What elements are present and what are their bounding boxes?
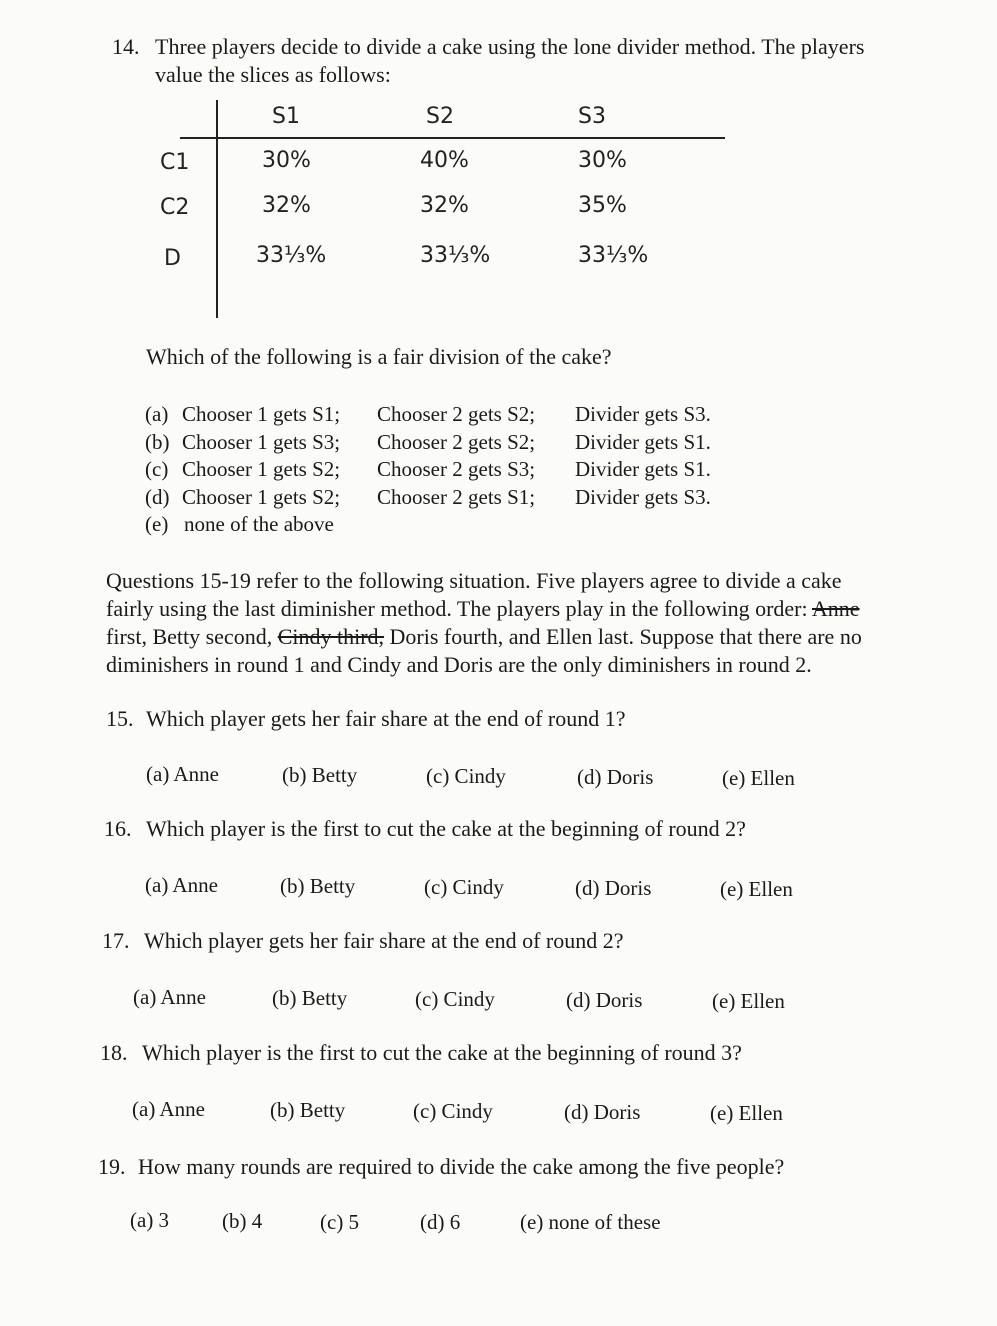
- q19-option-d[interactable]: (d) 6: [420, 1210, 461, 1234]
- cell-c2-s1: 32%: [262, 193, 311, 218]
- q17-text: Which player gets her fair share at the end of round 2?: [144, 928, 624, 953]
- q14-option-d-d: Divider gets S3.: [575, 485, 711, 509]
- intro-line2-text: fairly using the last diminisher method. The players play in the following order:: [106, 596, 808, 621]
- intro-line3: [106, 624, 862, 650]
- intro-line4: diminishers in round 1 and Cindy and Doris are the only diminishers in round 2.: [106, 652, 812, 677]
- q14-option-b-c2: Chooser 2 gets S2;: [377, 430, 536, 454]
- q14-prompt: Which of the following is a fair division of the cake?: [146, 344, 612, 369]
- q16-option-c[interactable]: (c) Cindy: [424, 875, 504, 899]
- q14-option-c-c2: Chooser 2 gets S3;: [377, 457, 536, 481]
- q17-option-c[interactable]: (c) Cindy: [415, 987, 495, 1011]
- q18-option-c[interactable]: (c) Cindy: [413, 1099, 493, 1123]
- intro-line1: Questions 15-19 refer to the following situation. Five players agree to divide a cake: [106, 568, 842, 593]
- col-header-s2: S2: [426, 104, 454, 129]
- cell-c1-s2: 40%: [420, 148, 469, 173]
- q16-option-e[interactable]: (e) Ellen: [720, 877, 793, 901]
- cell-c1-s3: 30%: [578, 148, 627, 173]
- q15-option-b[interactable]: (b) Betty: [282, 763, 358, 787]
- q18-number: 18.: [100, 1040, 128, 1065]
- row-label-c2: C2: [160, 195, 190, 220]
- col-header-s1: S1: [272, 104, 300, 129]
- q15-text: Which player gets her fair share at the end of round 1?: [146, 706, 626, 731]
- q17-option-a[interactable]: (a) Anne: [133, 985, 206, 1009]
- q14-option-d-c2: Chooser 2 gets S1;: [377, 485, 536, 509]
- q14-option-d-letter[interactable]: (d): [145, 485, 170, 509]
- intro-line3-end: Doris fourth, and Ellen last. Suppose that there are no: [389, 624, 862, 649]
- q19-option-c[interactable]: (c) 5: [320, 1210, 360, 1234]
- q14-option-e-letter[interactable]: (e): [145, 512, 169, 536]
- q15-option-c[interactable]: (c) Cindy: [426, 764, 506, 788]
- intro-line2: [106, 596, 860, 622]
- q16-number: 16.: [104, 816, 132, 841]
- cell-c2-s3: 35%: [578, 193, 627, 218]
- q19-number: 19.: [98, 1154, 126, 1179]
- intro-struck-cindy: Cindy third,: [277, 624, 385, 649]
- q17-option-b[interactable]: (b) Betty: [272, 986, 348, 1010]
- cell-d-s2: 33⅓%: [420, 243, 491, 268]
- q15-option-e[interactable]: (e) Ellen: [722, 766, 795, 790]
- table-horizontal-rule: [180, 137, 725, 139]
- q14-option-a-d: Divider gets S3.: [575, 402, 711, 426]
- q17-option-d[interactable]: (d) Doris: [566, 988, 643, 1012]
- q17-number: 17.: [102, 928, 130, 953]
- row-label-c1: C1: [160, 150, 190, 175]
- table-vertical-rule: [216, 100, 218, 318]
- q14-text-line2: value the slices as follows:: [155, 62, 391, 87]
- q14-option-c-d: Divider gets S1.: [575, 457, 711, 481]
- q18-option-b[interactable]: (b) Betty: [270, 1098, 346, 1122]
- cell-c1-s1: 30%: [262, 148, 311, 173]
- q18-text: Which player is the first to cut the cake at the beginning of round 3?: [142, 1040, 742, 1065]
- q16-option-a[interactable]: (a) Anne: [145, 873, 218, 897]
- col-header-s3: S3: [578, 104, 606, 129]
- q14-option-a-c1: Chooser 1 gets S1;: [182, 402, 341, 426]
- q14-option-a-c2: Chooser 2 gets S2;: [377, 402, 536, 426]
- q19-text: How many rounds are required to divide the cake among the five people?: [138, 1154, 785, 1179]
- q15-option-d[interactable]: (d) Doris: [577, 765, 654, 789]
- q14-option-b-d: Divider gets S1.: [575, 430, 711, 454]
- q15-option-a[interactable]: (a) Anne: [146, 762, 219, 786]
- q14-option-e-text: none of the above: [184, 512, 334, 536]
- q14-number: 14.: [112, 34, 140, 59]
- cell-d-s3: 33⅓%: [578, 243, 649, 268]
- row-label-d: D: [164, 246, 181, 271]
- q14-text-line1: Three players decide to divide a cake using the lone divider method. The players: [155, 34, 865, 59]
- q14-option-a-letter[interactable]: (a): [145, 402, 169, 426]
- q17-option-e[interactable]: (e) Ellen: [712, 989, 785, 1013]
- q16-option-d[interactable]: (d) Doris: [575, 876, 652, 900]
- q19-option-b[interactable]: (b) 4: [222, 1209, 263, 1233]
- cell-d-s1: 33⅓%: [256, 243, 327, 268]
- q16-text: Which player is the first to cut the cake at the beginning of round 2?: [146, 816, 746, 841]
- q14-option-c-c1: Chooser 1 gets S2;: [182, 457, 341, 481]
- intro-line3-start: first, Betty second,: [106, 624, 273, 649]
- q18-option-d[interactable]: (d) Doris: [564, 1100, 641, 1124]
- cell-c2-s2: 32%: [420, 193, 469, 218]
- q15-number: 15.: [106, 706, 134, 731]
- q14-option-d-c1: Chooser 1 gets S2;: [182, 485, 341, 509]
- q14-option-b-c1: Chooser 1 gets S3;: [182, 430, 341, 454]
- intro-struck-anne: Anne: [811, 596, 860, 621]
- q14-option-c-letter[interactable]: (c): [145, 457, 169, 481]
- q19-option-a[interactable]: (a) 3: [130, 1208, 170, 1232]
- q19-option-e[interactable]: (e) none of these: [520, 1210, 661, 1234]
- q14-option-b-letter[interactable]: (b): [145, 430, 170, 454]
- q18-option-e[interactable]: (e) Ellen: [710, 1101, 783, 1125]
- q16-option-b[interactable]: (b) Betty: [280, 874, 356, 898]
- q18-option-a[interactable]: (a) Anne: [132, 1097, 205, 1121]
